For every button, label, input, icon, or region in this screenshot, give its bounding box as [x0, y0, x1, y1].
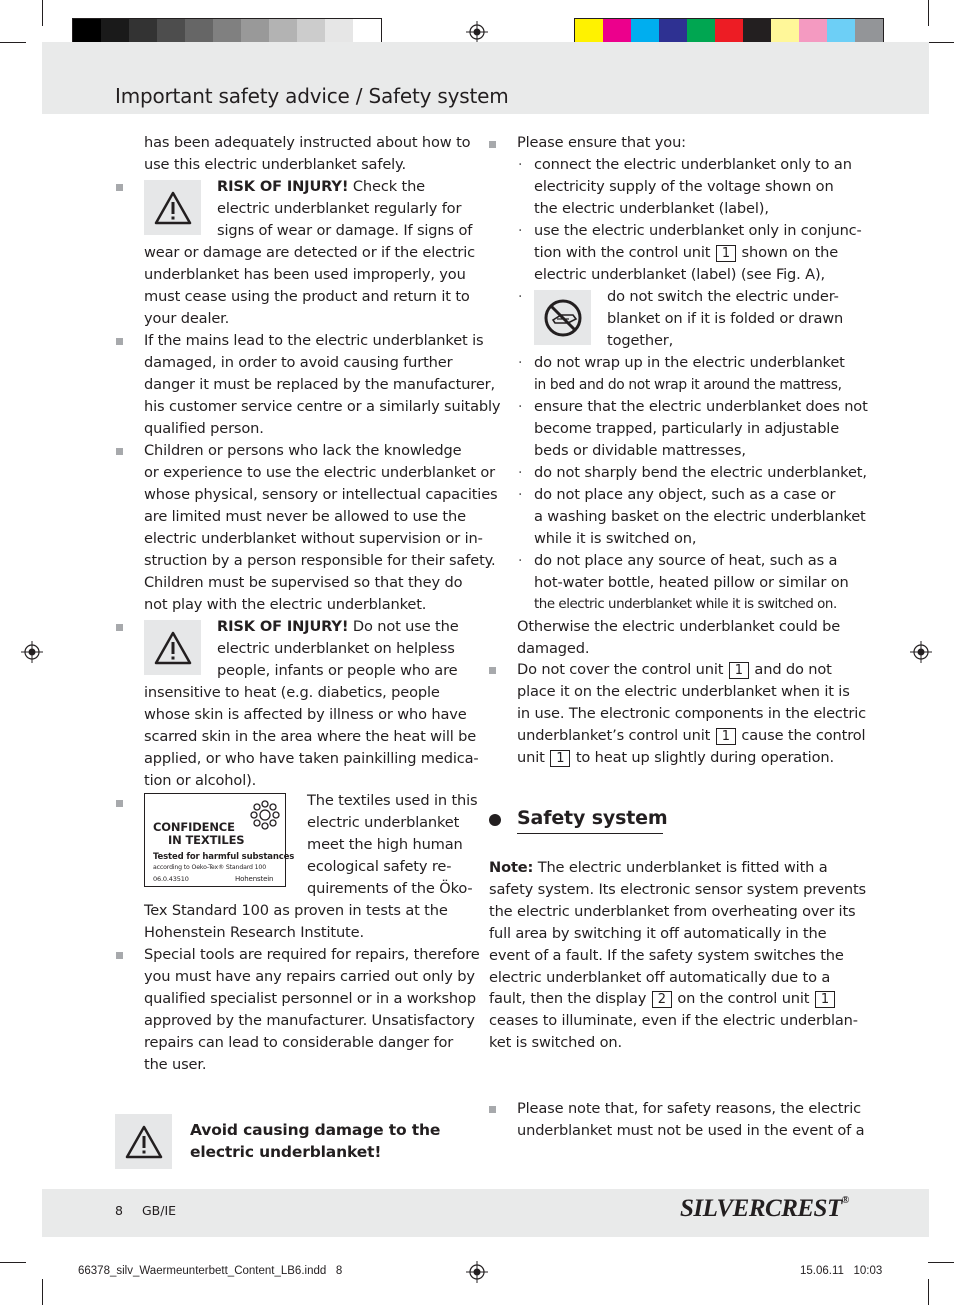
list-bullet	[489, 141, 496, 148]
ref-number: 2	[652, 991, 672, 1008]
page-number: 8	[115, 1203, 123, 1218]
text-line: meet the high human	[307, 836, 463, 853]
text-line: Tex Standard 100 as proven in tests at the	[144, 902, 448, 919]
dash-marker: ·	[518, 157, 523, 173]
text-line: ecological safety re-	[307, 858, 452, 875]
warning-sign-box	[144, 180, 201, 235]
text-span: underblanket’s control unit	[517, 727, 711, 744]
text-line: while it is switched on,	[534, 530, 697, 547]
text-line	[534, 242, 838, 264]
text-line: event of a fault. If the safety system switches the	[489, 947, 844, 964]
text-line: The textiles used in this	[307, 792, 478, 809]
text-line: hot-water bottle, heated pillow or similar on	[534, 574, 849, 591]
text-line: Children or persons who lack the knowledge	[144, 442, 462, 459]
warning-sign-box	[115, 1114, 172, 1169]
list-bullet	[116, 184, 123, 191]
text-line: in bed and do not wrap it around the mattress,	[534, 377, 842, 393]
text-span: The electric underblanket is fitted with a	[533, 859, 828, 876]
flower-emblem-icon	[249, 799, 281, 831]
text-line: not play with the electric underblanket.	[144, 596, 427, 613]
warning-triangle-icon	[154, 191, 192, 225]
text-line: you must have any repairs carried out only by	[144, 968, 475, 985]
text-line: has been adequately instructed about how to	[144, 134, 471, 151]
text-line: do not wrap up in the electric underblanket	[534, 354, 845, 371]
text-line: Please note that, for safety reasons, the electric	[517, 1100, 861, 1117]
dash-marker: ·	[518, 289, 523, 305]
prohibition-sign-box	[534, 290, 591, 345]
text-span: tion with the control unit	[534, 244, 711, 261]
text-line: underblanket must not be used in the event of a	[517, 1122, 865, 1139]
list-bullet	[489, 667, 496, 674]
dash-marker: ·	[518, 355, 523, 371]
text-line: electric underblanket	[307, 814, 460, 831]
brand-part: CREST	[765, 1195, 842, 1222]
registration-mark-icon	[466, 21, 488, 43]
risk-label: RISK OF INJURY!	[217, 178, 349, 195]
text-line: use this electric underblanket safely.	[144, 156, 406, 173]
caution-heading: Avoid causing damage to the	[190, 1121, 441, 1139]
section-title: Safety system	[517, 807, 668, 829]
warning-triangle-icon	[154, 631, 192, 665]
text-span: cause the control	[741, 727, 866, 744]
list-bullet	[116, 338, 123, 345]
date-slug: 15.06.11 10:03	[800, 1265, 883, 1277]
risk-label: RISK OF INJURY!	[217, 618, 349, 635]
text-line: qualified specialist personnel or in a workshop	[144, 990, 476, 1007]
text-line: the electric underblanket from overheating over its	[489, 903, 856, 920]
text-line: people, infants or people who are	[217, 662, 458, 679]
text-line: your dealer.	[144, 310, 230, 327]
text-line: Hohenstein Research Institute.	[144, 924, 364, 941]
ref-number: 1	[729, 662, 749, 679]
text-line: Children must be supervised so that they do	[144, 574, 463, 591]
text-line: together,	[607, 332, 674, 349]
section-underline	[517, 833, 663, 834]
text-line: repairs can lead to considerable danger for	[144, 1034, 454, 1051]
text-span: Do not cover the control unit	[517, 661, 724, 678]
text-line	[489, 988, 836, 1010]
text-line: Otherwise the electric underblanket could be	[517, 618, 841, 635]
brand-logo	[680, 1195, 849, 1223]
text-line: tion or alcohol).	[144, 772, 257, 789]
crop-mark	[42, 0, 43, 26]
text-line: electric underblanket off automatically due to a	[489, 969, 831, 986]
language-code: GB/IE	[142, 1203, 177, 1218]
section-bullet	[489, 814, 501, 826]
text-line: quirements of the Öko-	[307, 880, 473, 897]
text-line: do not switch the electric under-	[607, 288, 839, 305]
text-line: do not place any source of heat, such as a	[534, 552, 838, 569]
logo-line: according to Oeko-Tex® Standard 100	[153, 864, 266, 871]
dash-marker: ·	[518, 465, 523, 481]
text-line: qualified person.	[144, 420, 264, 437]
caution-heading: electric underblanket!	[190, 1143, 382, 1161]
oeko-tex-logo	[144, 793, 295, 887]
text-line	[489, 857, 828, 879]
dash-marker: ·	[518, 223, 523, 239]
dash-marker: ·	[518, 399, 523, 415]
text-span: to heat up slightly during operation.	[575, 749, 834, 766]
warning-triangle-icon	[125, 1125, 163, 1159]
text-line: signs of wear or damage. If signs of	[217, 222, 473, 239]
text-line: ket is switched on.	[489, 1034, 623, 1051]
text-line	[517, 659, 832, 681]
registered-mark: ®	[841, 1195, 849, 1206]
text-line: the user.	[144, 1056, 207, 1073]
logo-line: CONFIDENCE	[153, 820, 235, 834]
text-line: scarred skin in the area where the heat will be	[144, 728, 477, 745]
text-line: applied, or who have taken painkilling medica-	[144, 750, 479, 767]
text-line: do not sharply bend the electric underblanket,	[534, 464, 867, 481]
text-line: the electric underblanket while it is switched on.	[534, 597, 837, 612]
text-line: electricity supply of the voltage shown on	[534, 178, 834, 195]
ref-number: 1	[550, 750, 570, 767]
text-line: must cease using the product and return it to	[144, 288, 470, 305]
text-line: his customer service centre or a similarly suitably	[144, 398, 501, 415]
text-line: electric underblanket (label) (see Fig. A),	[534, 266, 826, 283]
text-span: unit	[517, 749, 545, 766]
text-line: Special tools are required for repairs, therefore	[144, 946, 480, 963]
logo-line: IN TEXTILES	[168, 833, 245, 847]
text-line: ceases to illuminate, even if the electric underblan-	[489, 1012, 858, 1029]
text-line: If the mains lead to the electric underblanket is	[144, 332, 484, 349]
list-bullet	[489, 1106, 496, 1113]
crop-mark	[928, 1279, 929, 1305]
crop-mark	[0, 42, 26, 43]
text-line: the electric underblanket (label),	[534, 200, 769, 217]
text-line: are limited must never be allowed to use the	[144, 508, 466, 525]
text-line: blanket on if it is folded or drawn	[607, 310, 844, 327]
logo-code: 06.0.43510	[153, 875, 189, 883]
crop-mark	[0, 1262, 26, 1263]
text-line: approved by the manufacturer. Unsatisfactory	[144, 1012, 475, 1029]
text-line: damaged.	[517, 640, 590, 657]
text-line: electric underblanket on helpless	[217, 640, 455, 657]
list-bullet	[116, 952, 123, 959]
registration-mark-icon	[21, 641, 43, 663]
text-line: Please ensure that you:	[517, 134, 686, 151]
ref-number: 1	[815, 991, 835, 1008]
dash-marker: ·	[518, 553, 523, 569]
text-line: full area by switching it off automatically in the	[489, 925, 827, 942]
text-line: electric underblanket regularly for	[217, 200, 462, 217]
brand-part: SILVER	[680, 1195, 766, 1222]
text-line: danger it must be replaced by the manufacturer,	[144, 376, 495, 393]
text-line: struction by a person responsible for their safety.	[144, 552, 496, 569]
note-label: Note:	[489, 859, 534, 876]
crop-mark	[928, 42, 954, 43]
text-line: in use. The electronic components in the electric	[517, 705, 866, 722]
text-line	[217, 616, 459, 638]
text-span: Check the	[348, 178, 425, 195]
text-line: beds or dividable mattresses,	[534, 442, 746, 459]
logo-institute: Hohenstein	[235, 875, 274, 883]
registration-mark-icon	[910, 641, 932, 663]
registration-mark-icon	[466, 1261, 488, 1283]
dash-marker: ·	[518, 487, 523, 503]
text-line: do not place any object, such as a case or	[534, 486, 836, 503]
text-line: underblanket has been used improperly, you	[144, 266, 466, 283]
text-line	[217, 176, 425, 198]
ref-number: 1	[716, 245, 736, 262]
list-bullet	[116, 448, 123, 455]
text-line	[517, 725, 865, 747]
crop-mark	[928, 1262, 954, 1263]
file-slug: 66378_silv_Waermeunterbett_Content_LB6.indd 8	[78, 1265, 343, 1277]
list-bullet	[116, 624, 123, 631]
text-line: a washing basket on the electric underblanket	[534, 508, 866, 525]
text-line: use the electric underblanket only in conjunc-	[534, 222, 862, 239]
text-span: fault, then the display	[489, 990, 647, 1007]
text-line: become trapped, particularly in adjustable	[534, 420, 840, 437]
text-line: ensure that the electric underblanket does not	[534, 398, 868, 415]
crop-mark	[42, 1279, 43, 1305]
text-line: wear or damage are detected or if the electric	[144, 244, 476, 261]
ref-number: 1	[716, 728, 736, 745]
text-span: Do not use the	[348, 618, 459, 635]
text-line: whose physical, sensory or intellectual capacities	[144, 486, 498, 503]
text-span: shown on the	[741, 244, 839, 261]
text-line: safety system. Its electronic sensor system prevents	[489, 881, 867, 898]
list-bullet	[116, 800, 123, 807]
text-line: connect the electric underblanket only to an	[534, 156, 852, 173]
text-line	[517, 747, 834, 769]
text-line: whose skin is affected by illness or who have	[144, 706, 467, 723]
no-folded-blanket-icon	[543, 298, 583, 338]
text-line: damaged, in order to avoid causing further	[144, 354, 453, 371]
page-title: Important safety advice / Safety system	[115, 84, 509, 108]
logo-line: Tested for harmful substances	[153, 852, 295, 862]
crop-mark	[928, 0, 929, 26]
text-line: electric underblanket without supervision or in-	[144, 530, 483, 547]
text-line: insensitive to heat (e.g. diabetics, people	[144, 684, 440, 701]
text-line: or experience to use the electric underblanket or	[144, 464, 496, 481]
text-line: place it on the electric underblanket when it is	[517, 683, 850, 700]
text-span: on the control unit	[677, 990, 810, 1007]
warning-sign-box	[144, 620, 201, 675]
text-span: and do not	[754, 661, 832, 678]
